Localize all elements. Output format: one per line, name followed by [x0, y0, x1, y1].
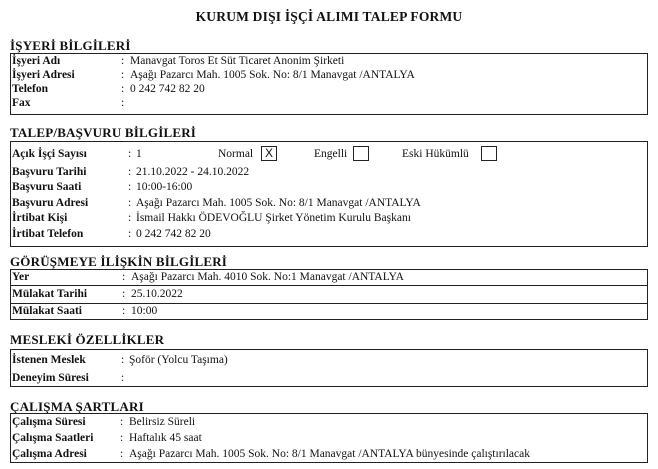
form-title: KURUM DIŞI İŞÇİ ALIMI TALEP FORMU: [195, 9, 463, 24]
field-value: İsmail Hakkı ÖDEVOĞLU Şirket Yönetim Kurulu Başkanı: [136, 212, 411, 225]
field-label: Fax: [12, 97, 31, 109]
field-value: 21.10.2022 - 24.10.2022: [136, 165, 250, 178]
field-label: Telefon: [12, 83, 48, 95]
option-label-engelli: Engelli: [314, 148, 348, 160]
field-value: 25.10.2022: [131, 287, 183, 300]
field-value: 10:00: [131, 305, 158, 317]
checkbox-engelli[interactable]: [353, 146, 369, 161]
field-label: İrtibat Kişi: [12, 212, 68, 225]
field-label: İstenen Meslek: [12, 354, 86, 366]
section-heading-calisma: ÇALIŞMA ŞARTLARI: [10, 399, 144, 414]
mesleki-row-istenen-meslek: İstenen Meslek : Şoför (Yolcu Taşıma): [12, 354, 228, 366]
field-value: Haftalık 45 saat: [129, 431, 202, 444]
section-heading-talep: TALEP/BAŞVURU BİLGİLERİ: [10, 125, 197, 140]
checkbox-normal[interactable]: X: [261, 146, 277, 161]
isyeri-row-fax: Fax :: [12, 97, 125, 109]
field-label: Çalışma Adresi: [12, 447, 87, 460]
gorusme-row-yer: Yer : Aşağı Pazarcı Mah. 4010 Sok. No:1 Manavgat /ANTALYA: [12, 271, 404, 284]
field-label: İşyeri Adresi: [12, 69, 75, 81]
field-value: 0 242 742 82 20: [130, 83, 205, 95]
field-label: Başvuru Adresi: [12, 196, 89, 209]
field-value: Aşağı Pazarcı Mah. 1005 Sok. No: 8/1 Manavgat /ANTALYA: [136, 196, 421, 209]
talep-box: [10, 141, 648, 247]
field-value: Şoför (Yolcu Taşıma): [129, 354, 228, 366]
field-label: İşyeri Adı: [12, 55, 61, 67]
field-value: Aşağı Pazarcı Mah. 1005 Sok. No: 8/1 Manavgat /ANTALYA: [130, 69, 415, 81]
mesleki-box: [10, 349, 648, 387]
field-label: Çalışma Saatleri: [12, 431, 94, 444]
talep-row-irtibat-telefon: İrtibat Telefon : 0 242 742 82 20: [12, 227, 211, 240]
gorusme-box: [10, 269, 648, 320]
field-value: 10:00-16:00: [136, 181, 193, 194]
calisma-row-adresi: Çalışma Adresi : Aşağı Pazarcı Mah. 1005 Sok. No: 8/1 Manavgat /ANTALYA bünyesinde çalıştırılacak: [12, 447, 530, 460]
talep-row-basvuru-saati: Başvuru Saati : 10:00-16:00: [12, 181, 193, 194]
field-value: Aşağı Pazarcı Mah. 1005 Sok. No: 8/1 Manavgat /ANTALYA bünyesinde çalıştırılacak: [129, 447, 530, 460]
field-value: Belirsiz Süreli: [129, 415, 196, 428]
isyeri-row-telefon: Telefon : 0 242 742 82 20: [12, 83, 205, 95]
calisma-row-saatleri: Çalışma Saatleri : Haftalık 45 saat: [12, 431, 202, 444]
field-label: Mülakat Tarihi: [12, 287, 88, 300]
field-label: Deneyim Süresi: [12, 371, 89, 384]
isyeri-box: [10, 53, 648, 115]
section-heading-isyeri: İŞYERİ BİLGİLERİ: [10, 38, 131, 53]
field-label: İrtibat Telefon: [12, 227, 84, 240]
talep-row-acik-isci: Açık İşçi Sayısı : 1 Normal X Engelli Eski Hükümlü: [11, 144, 647, 164]
field-label: Açık İşçi Sayısı: [12, 148, 87, 160]
field-value: Aşağı Pazarcı Mah. 4010 Sok. No:1 Manavgat /ANTALYA: [131, 271, 404, 284]
mesleki-row-deneyim-suresi: Deneyim Süresi :: [12, 371, 125, 384]
section-heading-gorusme: GÖRÜŞMEYE İLİŞKİN BİLGİLERİ: [10, 254, 228, 269]
field-label: Başvuru Tarihi: [12, 165, 87, 178]
field-label: Mülakat Saati: [12, 305, 82, 317]
isyeri-row-adres: İşyeri Adresi : Aşağı Pazarcı Mah. 1005 Sok. No: 8/1 Manavgat /ANTALYA: [12, 69, 415, 81]
calisma-row-suresi: Çalışma Süresi : Belirsiz Süreli: [12, 415, 196, 428]
section-heading-mesleki: MESLEKİ ÖZELLİKLER: [10, 332, 165, 347]
talep-row-irtibat-kisi: İrtibat Kişi : İsmail Hakkı ÖDEVOĞLU Şirket Yönetim Kurulu Başkanı: [12, 212, 411, 225]
field-value: 1: [136, 148, 142, 160]
field-label: Yer: [12, 271, 30, 284]
field-label: Çalışma Süresi: [12, 415, 86, 428]
checkbox-eski-hukumlu[interactable]: [481, 146, 497, 161]
isyeri-row-ad: İşyeri Adı : Manavgat Toros Et Süt Ticaret Anonim Şirketi: [12, 55, 345, 67]
field-value: Manavgat Toros Et Süt Ticaret Anonim Şirketi: [130, 55, 345, 67]
option-label-normal: Normal: [218, 148, 254, 160]
calisma-box: [10, 413, 648, 463]
talep-row-basvuru-adresi: Başvuru Adresi : Aşağı Pazarcı Mah. 1005 Sok. No: 8/1 Manavgat /ANTALYA: [12, 196, 421, 209]
field-label: Başvuru Saati: [12, 181, 82, 194]
gorusme-row-mulakat-saati: Mülakat Saati : 10:00: [12, 305, 158, 317]
option-label-eski-hukumlu: Eski Hükümlü: [402, 148, 469, 160]
talep-row-basvuru-tarihi: Başvuru Tarihi : 21.10.2022 - 24.10.2022: [12, 165, 250, 178]
gorusme-row-mulakat-tarihi: Mülakat Tarihi : 25.10.2022: [12, 287, 183, 300]
field-value: 0 242 742 82 20: [136, 227, 211, 240]
